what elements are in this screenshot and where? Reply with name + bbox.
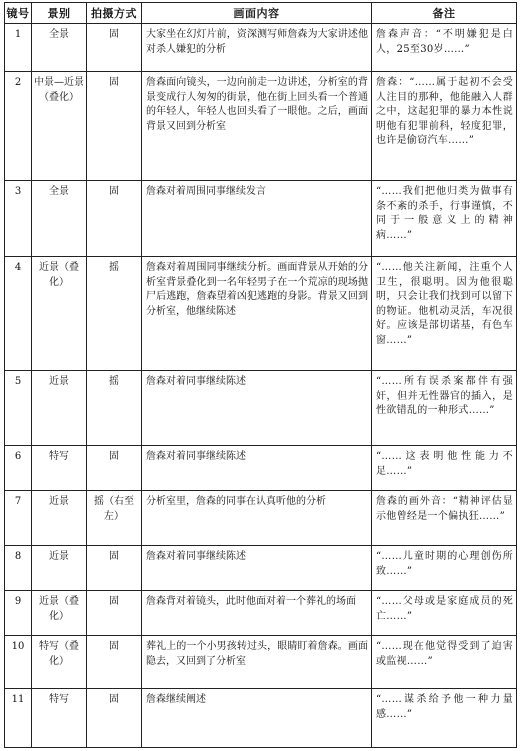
header-shot-size: 景别 [32,3,87,24]
note: “……他关注新闻，注重个人卫生，很聪明。因为他很聪明，只会让我们找到可以留下的物证。他机动灵活，车况很好。应该是部切诺基，有色车窗……” [372,257,517,371]
header-row [5,3,517,24]
storyboard-table [4,2,517,748]
shot-number: 10 [5,636,32,689]
scene-content: 詹森对着同事继续陈述 [142,446,372,491]
shot-number: 8 [5,546,32,591]
table-row [5,371,517,446]
header-notes: 备注 [372,3,517,24]
camera-mode: 摇 [87,371,142,446]
table-row [5,24,517,72]
camera-mode: 固 [87,72,142,181]
note: “……儿童时期的心理创伤所致……” [372,546,517,591]
scene-content: 葬礼上的一个小男孩转过头，眼睛盯着詹森。画面隐去，又回到了分析室 [142,636,372,689]
scene-content: 分析室里，詹森的同事在认真听他的分析 [142,491,372,546]
note: 詹森：“……属于起初不会受人注目的那种，他能融入人群之中，这起犯罪的暴力本性说明他有犯罪前科，轻度犯罪，也许是偷窃汽车……” [372,72,517,181]
shot-size: 近景 [32,546,87,591]
shot-size: 特写 [32,689,87,748]
shot-size: 全景 [32,24,87,72]
table-row [5,546,517,591]
shot-size: 近景（叠化） [32,257,87,371]
scene-content: 大家坐在幻灯片前，资深测写师詹森为大家讲述他对杀人嫌犯的分析 [142,24,372,72]
shot-number: 11 [5,689,32,748]
shot-number: 3 [5,181,32,257]
note: “……父母或是家庭成员的死亡……” [372,591,517,636]
note: “……这表明他性能力不足……” [372,446,517,491]
note: “……我们把他归类为做事有条不紊的杀手，行事谨慎，不同于一般意义上的精神病……” [372,181,517,257]
note: 詹森声音：“不明嫌犯是白人，25至30岁……” [372,24,517,72]
note: 詹森的画外音：“精神评估显示他曾经是一个偏执狂……” [372,491,517,546]
header-shot-number: 镜号 [5,3,32,24]
scene-content: 詹森对着同事继续陈述 [142,546,372,591]
camera-mode: 固 [87,636,142,689]
camera-mode: 固 [87,689,142,748]
shot-size: 近景（叠化） [32,591,87,636]
camera-mode: 摇（右至左） [87,491,142,546]
shot-number: 4 [5,257,32,371]
camera-mode: 固 [87,546,142,591]
camera-mode: 固 [87,591,142,636]
camera-mode: 固 [87,446,142,491]
shot-size: 特写（叠化） [32,636,87,689]
shot-number: 1 [5,24,32,72]
shot-number: 2 [5,72,32,181]
table-row [5,72,517,181]
table-row [5,689,517,748]
shot-number: 7 [5,491,32,546]
camera-mode: 固 [87,24,142,72]
scene-content: 詹森对着同事继续陈述 [142,371,372,446]
scene-content: 詹森对着周围同事继续分析。画面背景从开始的分析室背景叠化到一名年轻男子在一个荒凉的现场抛尸后逃跑，詹森望着凶犯逃跑的身影。背景又回到分析室，他继续陈述 [142,257,372,371]
camera-mode: 摇 [87,257,142,371]
table-row [5,491,517,546]
shot-size: 中景—近景（叠化） [32,72,87,181]
scene-content: 詹森背对着镜头，此时他面对着一个葬礼的场面 [142,591,372,636]
table-row [5,257,517,371]
table-row [5,181,517,257]
shot-number: 6 [5,446,32,491]
note: “……所有误杀案都伴有强奸，但并无性器官的插入，是性欲错乱的一种形式……” [372,371,517,446]
shot-size: 特写 [32,446,87,491]
table-row [5,446,517,491]
header-camera-mode: 拍摄方式 [87,3,142,24]
shot-size: 全景 [32,181,87,257]
camera-mode: 固 [87,181,142,257]
note: “……现在他觉得受到了迫害或监视……” [372,636,517,689]
table-row [5,636,517,689]
shot-number: 5 [5,371,32,446]
header-scene-content: 画面内容 [142,3,372,24]
scene-content: 詹森面向镜头，一边向前走一边讲述，分析室的背景变成行人匆匆的街景，他在街上回头看一个普通的年轻人，年轻人也回头看了一眼他。之后，画面背景又回到分析室 [142,72,372,181]
shot-size: 近景 [32,491,87,546]
shot-size: 近景 [32,371,87,446]
table-row [5,591,517,636]
scene-content: 詹森继续阐述 [142,689,372,748]
note: “……谋杀给予他一种力量感……” [372,689,517,748]
scene-content: 詹森对着周围同事继续发言 [142,181,372,257]
shot-number: 9 [5,591,32,636]
